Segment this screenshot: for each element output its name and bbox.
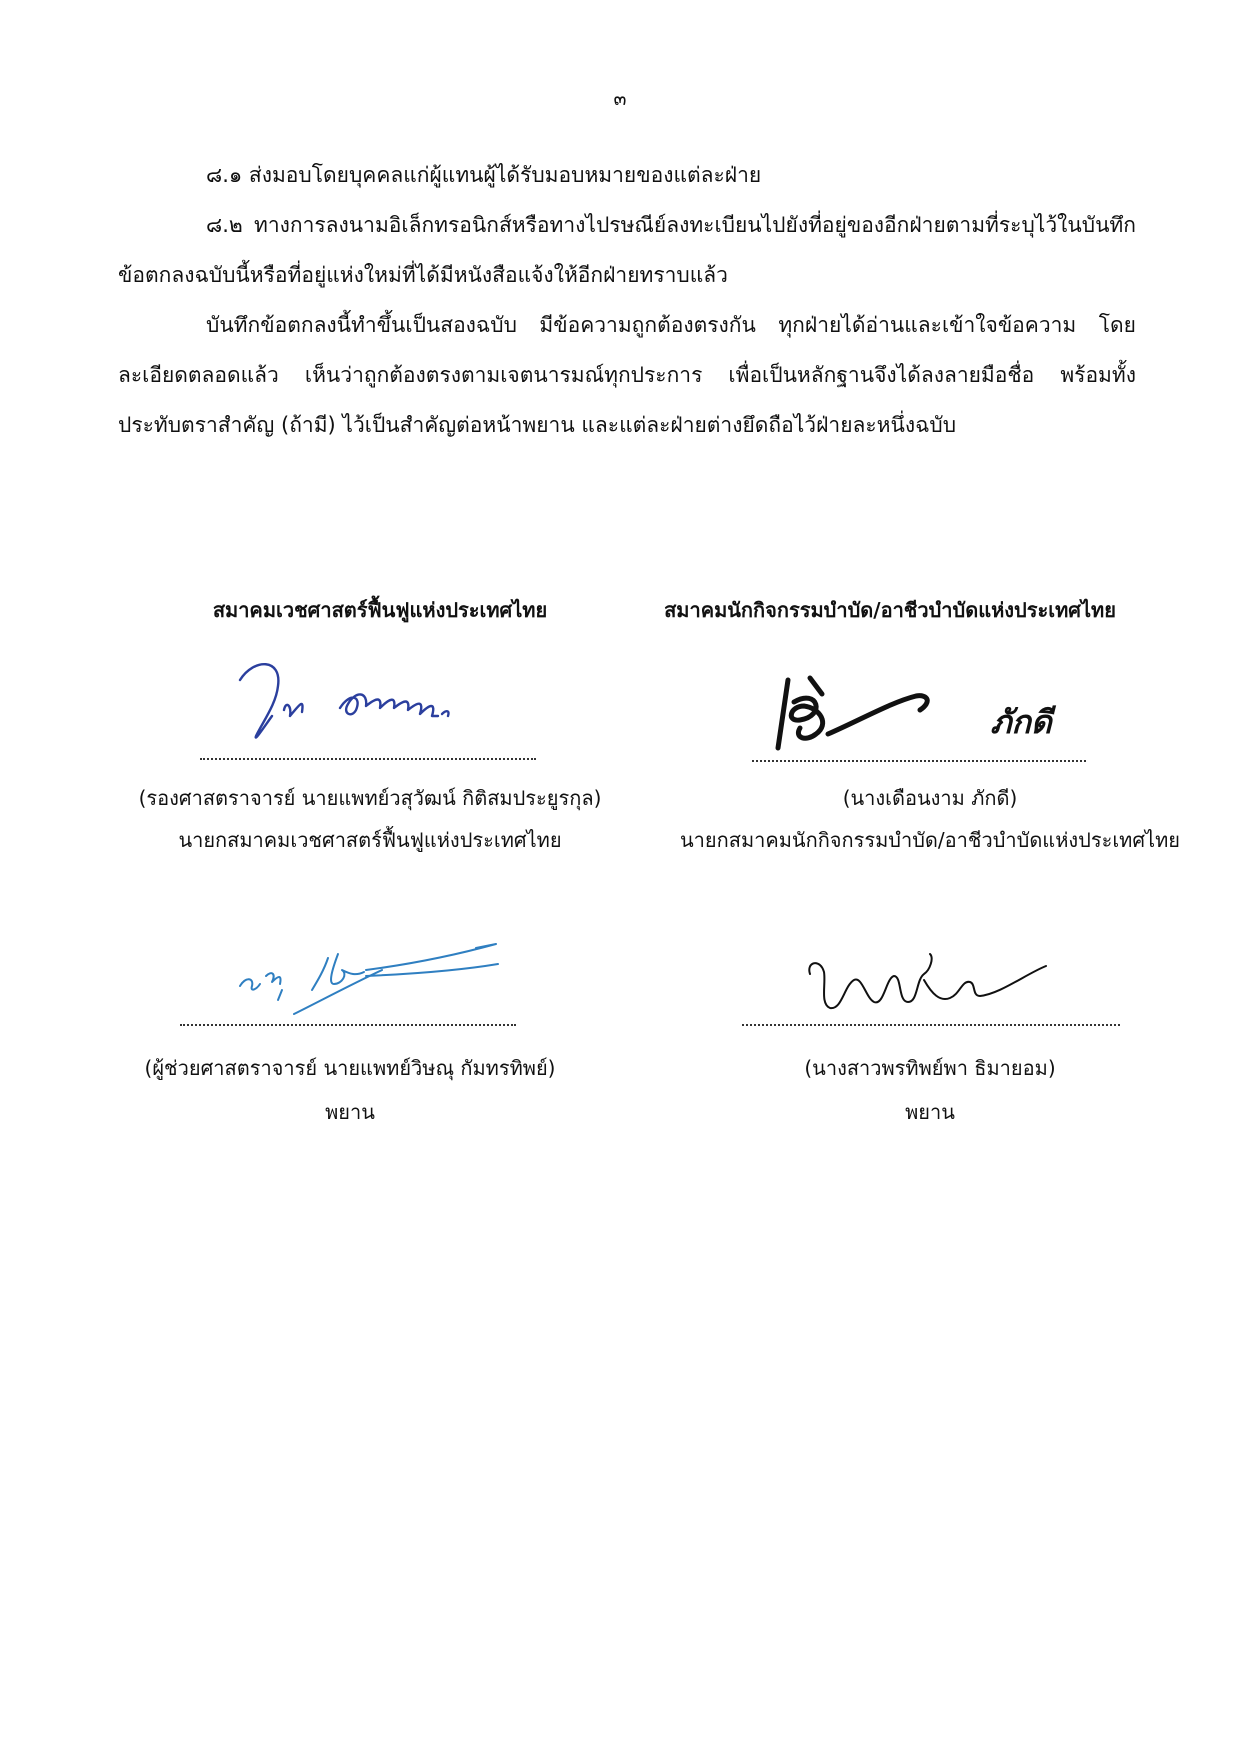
right-signatory-signature-line xyxy=(752,760,1086,762)
left-signatory-signature-line xyxy=(200,758,536,760)
left-organization-heading: สมาคมเวชศาสตร์ฟื้นฟูแห่งประเทศไทย xyxy=(212,598,548,622)
right-signatory-position: นายกสมาคมนักกิจกรรมบำบัด/อาชีวบำบัดแห่งประเทศไทย xyxy=(680,828,1180,852)
right-signatory-name: (นางเดือนงาม ภักดี) xyxy=(842,786,1018,810)
closing-paragraph: บันทึกข้อตกลงนี้ทำขึ้นเป็นสองฉบับ มีข้อความถูกต้องตรงกัน ทุกฝ่ายได้อ่านและเข้าใจข้อความ โดยละเอียดตลอดแล้ว เห็นว่าถูกต้องตรงตามเจตนารมณ์ทุกประการ เพื่อเป็นหลักฐานจึงได้ลงลายมือชื่อ พร้อมทั้งประทับตราสำคัญ (ถ้ามี) ไว้เป็นสำคัญต่อหน้าพยาน และแต่ละฝ่ายต่างยึดถือไว้ฝ่ายละหนึ่งฉบับ xyxy=(118,313,1136,437)
right-witness-role: พยาน xyxy=(905,1100,955,1124)
page-number: ๓ xyxy=(613,88,627,110)
left-signatory-name: (รองศาสตราจารย์ นายแพทย์วสุวัฒน์ กิติสมประยูรกุล) xyxy=(138,786,602,810)
agreement-body xyxy=(118,150,1136,450)
left-witness-signature xyxy=(232,930,512,1020)
right-organization-heading: สมาคมนักกิจกรรมบำบัด/อาชีวบำบัดแห่งประเทศไทย xyxy=(664,598,1116,622)
clause-8-1: ๘.๑ ส่งมอบโดยบุคคลแก่ผู้แทนผู้ได้รับมอบหมายของแต่ละฝ่าย xyxy=(206,163,762,187)
left-witness-role: พยาน xyxy=(325,1100,375,1124)
right-signatory-handwritten-surname: ภักดี xyxy=(990,703,1052,741)
left-signatory-position: นายกสมาคมเวชศาสตร์ฟื้นฟูแห่งประเทศไทย xyxy=(178,828,562,852)
left-witness-name: (ผู้ช่วยศาสตราจารย์ นายแพทย์วิษณุ กัมทรทิพย์) xyxy=(144,1056,556,1080)
right-witness-signature xyxy=(800,950,1060,1030)
right-witness-signature-line xyxy=(742,1024,1120,1026)
left-witness-signature-line xyxy=(180,1024,516,1026)
left-signatory-signature xyxy=(230,652,530,752)
clause-8-2: ๘.๒ ทางการลงนามอิเล็กทรอนิกส์หรือทางไปรษณีย์ลงทะเบียนไปยังที่อยู่ของอีกฝ่ายตามที่ระบุไว้ในบันทึกข้อตกลงฉบับนี้หรือที่อยู่แห่งใหม่ที่ได้มีหนังสือแจ้งให้อีกฝ่ายทราบแล้ว xyxy=(118,213,1136,287)
right-witness-name: (นางสาวพรทิพย์พา ธิมายอม) xyxy=(804,1056,1056,1080)
